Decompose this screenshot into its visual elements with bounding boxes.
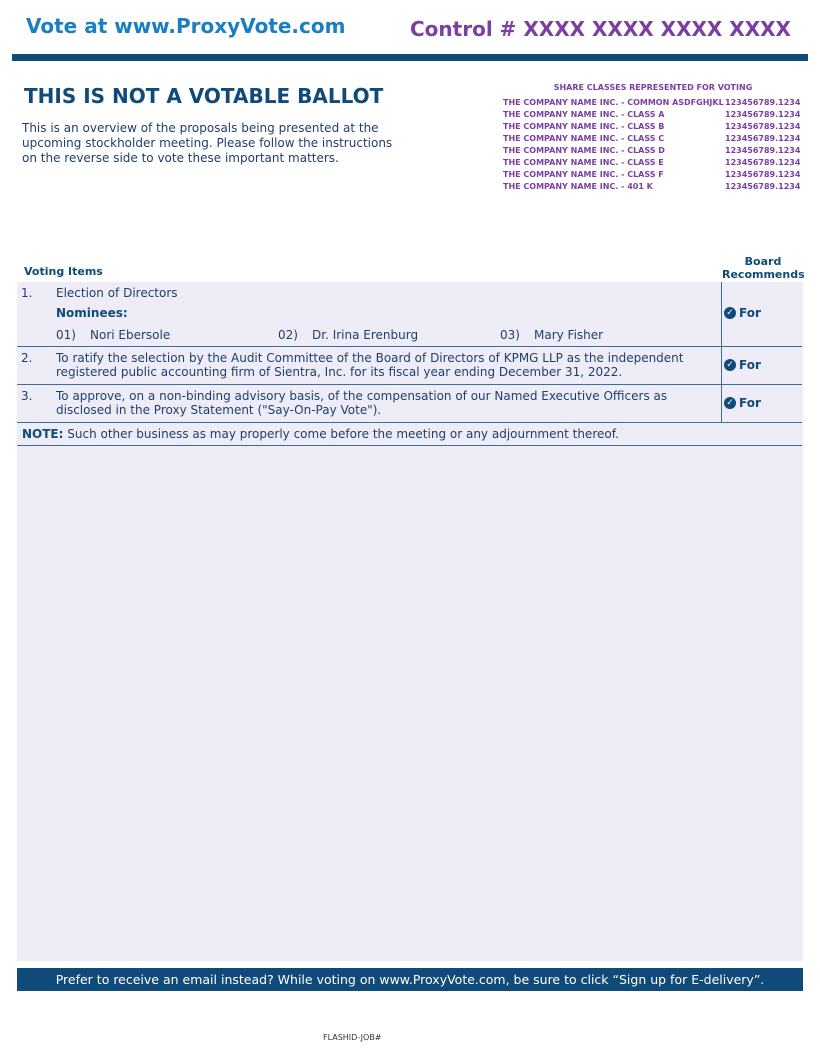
share-class-row bbox=[503, 145, 813, 157]
nominee-1 bbox=[56, 328, 170, 342]
share-class-number: 123456789.1234 bbox=[725, 122, 801, 131]
share-classes-list bbox=[503, 97, 813, 193]
item-text: Election of Directors bbox=[56, 286, 178, 300]
item-number: 3. bbox=[21, 389, 33, 403]
share-class-name: THE COMPANY NAME INC. - COMMON ASDFGHJKL bbox=[503, 98, 724, 107]
nominee-number: 01) bbox=[56, 328, 76, 342]
header-divider bbox=[12, 54, 808, 61]
share-class-row bbox=[503, 157, 813, 169]
share-class-number: 123456789.1234 bbox=[725, 182, 801, 191]
note-text bbox=[22, 427, 619, 441]
recommendation-label: For bbox=[739, 358, 761, 372]
share-class-row bbox=[503, 97, 813, 109]
board-recommendation bbox=[724, 306, 761, 320]
item-text: To approve, on a non-binding advisory basis, of the compensation of our Named Executive Officers as disclosed in the Proxy Statement ("Say-On-Pay Vote"). bbox=[56, 389, 668, 417]
note-body: Such other business as may properly come before the meeting or any adjournment thereof. bbox=[63, 427, 619, 441]
share-class-row bbox=[503, 109, 813, 121]
item-number: 2. bbox=[21, 351, 33, 365]
share-class-row bbox=[503, 121, 813, 133]
nominees-label: Nominees: bbox=[56, 306, 128, 320]
voting-items-header: Voting Items bbox=[24, 265, 103, 278]
share-classes-title: SHARE CLASSES REPRESENTED FOR VOTING bbox=[553, 83, 753, 92]
nominee-number: 02) bbox=[278, 328, 298, 342]
nominee-name: Nori Ebersole bbox=[90, 328, 171, 342]
board-label: Board bbox=[744, 255, 782, 268]
board-recommendation bbox=[724, 396, 761, 410]
nominee-name: Dr. Irina Erenburg bbox=[312, 328, 419, 342]
vote-url-header[interactable]: Vote at www.ProxyVote.com bbox=[26, 14, 346, 38]
note-row bbox=[17, 423, 802, 446]
share-class-number: 123456789.1234 bbox=[725, 146, 801, 155]
share-class-name: THE COMPANY NAME INC. - CLASS A bbox=[503, 110, 665, 119]
voting-item-2 bbox=[17, 347, 802, 385]
flash-id: FLASHID-JOB# bbox=[323, 1033, 382, 1042]
check-icon: ✓ bbox=[724, 397, 736, 409]
voting-item-1 bbox=[17, 282, 802, 347]
edelivery-banner: Prefer to receive an email instead? While voting on www.ProxyVote.com, be sure to click “Sign up for E-delivery”. bbox=[17, 968, 803, 991]
share-class-name: THE COMPANY NAME INC. - CLASS C bbox=[503, 134, 665, 143]
check-icon: ✓ bbox=[724, 307, 736, 319]
share-class-number: 123456789.1234 bbox=[725, 158, 801, 167]
voting-item-3 bbox=[17, 385, 802, 423]
recommendation-label: For bbox=[739, 306, 761, 320]
share-class-name: THE COMPANY NAME INC. - CLASS E bbox=[503, 158, 664, 167]
nominee-2 bbox=[278, 328, 418, 342]
share-class-number: 123456789.1234 bbox=[725, 98, 801, 107]
share-classes-block bbox=[503, 83, 813, 193]
board-recommendation bbox=[724, 358, 761, 372]
share-class-row bbox=[503, 169, 813, 181]
item-text: To ratify the selection by the Audit Committee of the Board of Directors of KPMG LLP as the independent registered public accounting firm of Sientra, Inc. for its fiscal year ending December 31, 2022. bbox=[56, 351, 684, 379]
share-class-name: THE COMPANY NAME INC. - CLASS F bbox=[503, 170, 664, 179]
item-number: 1. bbox=[21, 286, 33, 300]
board-recommends-header bbox=[722, 255, 804, 281]
check-icon: ✓ bbox=[724, 359, 736, 371]
nominee-name: Mary Fisher bbox=[534, 328, 604, 342]
intro-text: This is an overview of the proposals being presented at the upcoming stockholder meeting. Please follow the instructions on the reverse side to vote these important matters. bbox=[22, 121, 393, 165]
share-class-name: THE COMPANY NAME INC. - CLASS D bbox=[503, 146, 665, 155]
share-class-row bbox=[503, 181, 813, 193]
share-class-number: 123456789.1234 bbox=[725, 110, 801, 119]
nominee-number: 03) bbox=[500, 328, 520, 342]
page-title: THIS IS NOT A VOTABLE BALLOT bbox=[24, 84, 384, 108]
recommendation-label: For bbox=[739, 396, 761, 410]
share-class-row bbox=[503, 133, 813, 145]
recommends-label: Recommends bbox=[722, 268, 805, 281]
control-number: Control # XXXX XXXX XXXX XXXX bbox=[410, 17, 791, 41]
nominee-3 bbox=[500, 328, 603, 342]
share-class-number: 123456789.1234 bbox=[725, 134, 801, 143]
note-label: NOTE: bbox=[22, 427, 64, 441]
share-class-number: 123456789.1234 bbox=[725, 170, 801, 179]
share-class-name: THE COMPANY NAME INC. - CLASS B bbox=[503, 122, 665, 131]
share-class-name: THE COMPANY NAME INC. - 401 K bbox=[503, 182, 653, 191]
